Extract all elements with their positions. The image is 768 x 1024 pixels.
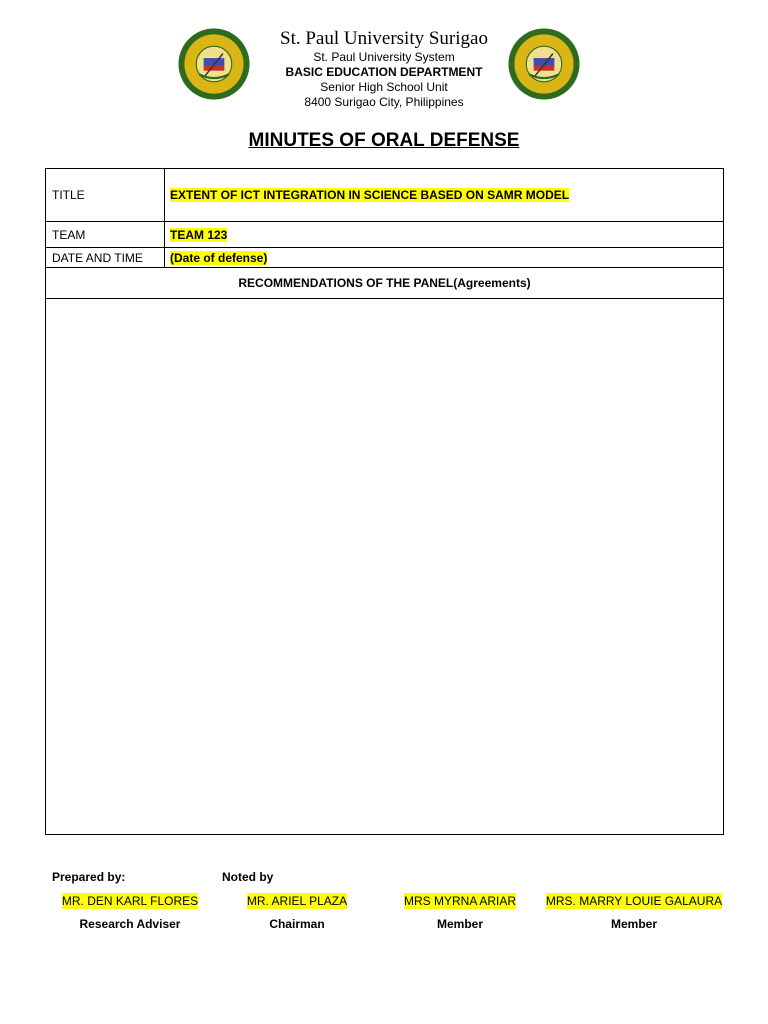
title-row <box>46 169 723 222</box>
letterhead <box>0 28 768 110</box>
recommendations-heading: RECOMMENDATIONS OF THE PANEL(Agreements) <box>46 268 723 299</box>
team-row <box>46 222 723 248</box>
signatory-member-1 <box>385 893 535 931</box>
signatory-role: Member <box>610 917 657 931</box>
team-label: TEAM <box>46 222 165 247</box>
title-value-cell <box>170 169 723 221</box>
signatory-role: Research Adviser <box>79 917 181 931</box>
date-row <box>46 248 723 268</box>
signatory-name: MRS MYRNA ARIAR <box>403 894 517 908</box>
team-value: TEAM 123 <box>170 227 228 242</box>
prepared-by-label: Prepared by: <box>52 870 126 884</box>
title-label: TITLE <box>46 169 165 221</box>
signatory-member-2 <box>540 893 728 931</box>
signatory-role: Chairman <box>269 917 325 931</box>
address: 8400 Surigao City, Philippines <box>304 95 464 109</box>
date-label: DATE AND TIME <box>46 248 165 267</box>
signatory-name: MR. DEN KARL FLORES <box>61 894 199 908</box>
defense-form <box>45 168 724 835</box>
document-title: MINUTES OF ORAL DEFENSE <box>248 130 520 151</box>
university-name: St. Paul University Surigao <box>280 28 488 49</box>
team-value-cell <box>170 222 723 247</box>
unit-name: Senior High School Unit <box>320 80 448 94</box>
noted-by-label: Noted by <box>222 870 274 884</box>
title-value: EXTENT OF ICT INTEGRATION IN SCIENCE BASED ON SAMR MODEL <box>170 188 570 202</box>
signatory-name: MR. ARIEL PLAZA <box>246 894 348 908</box>
date-value: (Date of defense) <box>170 250 268 265</box>
recommendations-area <box>46 299 723 834</box>
signatory-role: Member <box>436 917 483 931</box>
signatory-name: MRS. MARRY LOUIE GALAURA <box>545 894 723 908</box>
date-value-cell <box>170 248 723 267</box>
signatory-chairman <box>222 893 372 931</box>
department-name: BASIC EDUCATION DEPARTMENT <box>285 65 483 79</box>
signatory-adviser <box>50 893 210 931</box>
university-system: St. Paul University System <box>313 50 455 64</box>
